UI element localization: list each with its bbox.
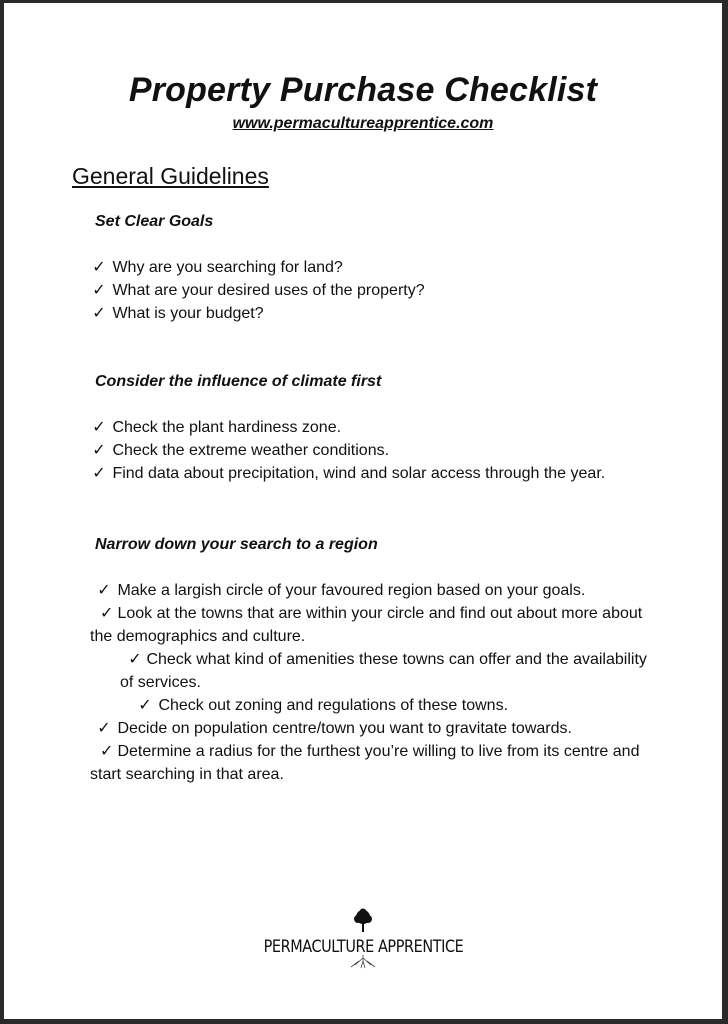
check-icon: ✓ xyxy=(92,259,106,276)
check-icon: ✓ xyxy=(100,605,114,622)
tree-icon xyxy=(348,908,378,934)
list-item: ✓ Determine a radius for the furthest you’re willing to live from its centre and start searching in that area. xyxy=(90,740,652,786)
check-icon: ✓ xyxy=(92,465,106,482)
check-icon: ✓ xyxy=(92,282,106,299)
list-item: ✓ Why are you searching for land? xyxy=(90,256,662,279)
website-link[interactable]: www.permacultureapprentice.com xyxy=(232,115,494,132)
check-icon: ✓ xyxy=(92,419,106,436)
list-item: ✓ Make a largish circle of your favoured region based on your goals. xyxy=(90,579,652,602)
sub-heading: Narrow down your search to a region xyxy=(95,536,378,553)
section-climate xyxy=(90,371,662,485)
list-item: ✓ What is your budget? xyxy=(90,302,662,325)
roots-icon xyxy=(333,955,393,969)
section-region xyxy=(90,534,652,786)
list-item: ✓ Check the plant hardiness zone. xyxy=(90,416,662,439)
page-title: Property Purchase Checklist xyxy=(128,71,598,109)
sub-heading: Consider the influence of climate first xyxy=(95,373,382,390)
check-icon: ✓ xyxy=(92,305,106,322)
logo-text: PERMACULTURE APPRENTICE xyxy=(263,937,463,957)
sub-heading: Set Clear Goals xyxy=(95,213,214,230)
check-icon: ✓ xyxy=(100,743,114,760)
section-heading: General Guidelines xyxy=(72,163,269,189)
checklist xyxy=(90,256,662,325)
document-page xyxy=(4,3,722,1019)
list-item: ✓ Check the extreme weather conditions. xyxy=(90,439,662,462)
list-item: ✓ Find data about precipitation, wind and solar access through the year. xyxy=(90,462,662,485)
list-item: ✓ What are your desired uses of the property? xyxy=(90,279,662,302)
checklist xyxy=(90,416,662,485)
check-icon: ✓ xyxy=(97,720,111,737)
checklist xyxy=(90,579,652,786)
check-icon: ✓ xyxy=(97,582,111,599)
section-set-clear-goals xyxy=(90,211,662,325)
list-item: ✓ Check out zoning and regulations of these towns. xyxy=(90,694,652,717)
logo xyxy=(4,908,722,969)
check-icon: ✓ xyxy=(138,697,152,714)
list-item: ✓ Check what kind of amenities these towns can offer and the availability of services. xyxy=(90,648,652,694)
check-icon: ✓ xyxy=(128,651,142,668)
list-item: ✓ Look at the towns that are within your circle and find out about more about the demographics and culture. xyxy=(90,602,652,648)
list-item: ✓ Decide on population centre/town you want to gravitate towards. xyxy=(90,717,652,740)
check-icon: ✓ xyxy=(92,442,106,459)
